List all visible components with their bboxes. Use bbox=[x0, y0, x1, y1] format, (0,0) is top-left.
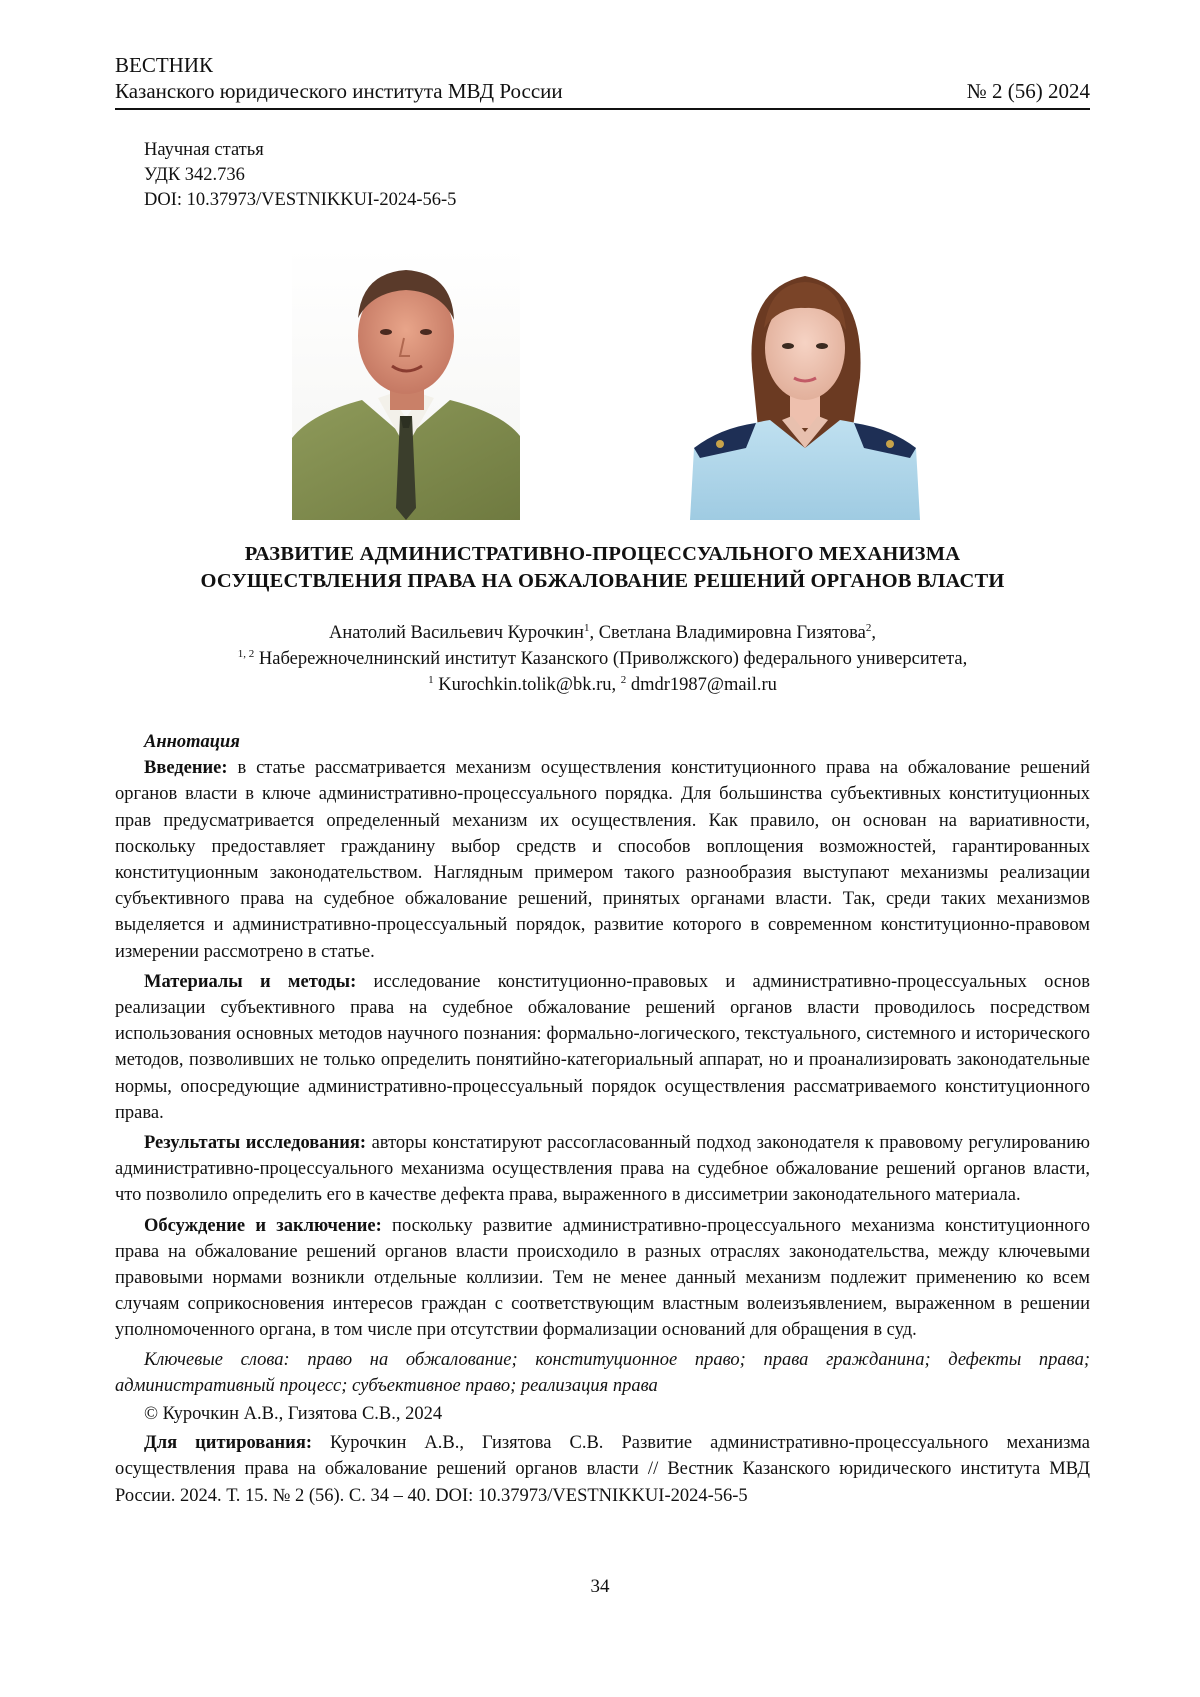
intro-text: в статье рассматривается механизм осуществления конституционного права на обжалование решений органов власти в ключе административно-процессуального порядка. Для большинства субъективных конституционных прав предусматривается определенный механизм их осуществления. Как правило, он основан на вариативности, поскольку предоставляет гражданину выбор средств и способов воплощения возможностей, гарантированных конституционным законодательством. Наглядным примером такого разнообразия выступают механизмы реализации субъективного права на судебное обжалование решений, принятых органами власти. Так, среди таких механизмов выделяется и административно-процессуальный порядок, развитие которого в современном конституционно-правовом измерении рассмотрено в статье. bbox=[115, 758, 1090, 961]
author-names bbox=[115, 620, 1090, 646]
abstract-heading: Аннотация bbox=[115, 729, 1090, 755]
abstract-methods bbox=[115, 969, 1090, 1126]
author-1-sup: 1 bbox=[584, 622, 590, 634]
journal-name-line2: Казанского юридического института МВД России bbox=[115, 78, 563, 104]
email-2[interactable]: dmdr1987@mail.ru bbox=[626, 675, 777, 695]
journal-name-line1: ВЕСТНИК bbox=[115, 52, 1090, 78]
keywords: Ключевые слова: право на обжалование; конституционное право; права гражданина; дефекты права; административный процесс; субъективное право; реализация права bbox=[115, 1347, 1090, 1399]
author-end: , bbox=[871, 623, 876, 643]
abstract-discussion bbox=[115, 1213, 1090, 1344]
email-1-sup: 1 bbox=[428, 674, 434, 686]
title-line-1: РАЗВИТИЕ АДМИНИСТРАТИВНО-ПРОЦЕССУАЛЬНОГО МЕХАНИЗМА bbox=[115, 541, 1090, 568]
affiliation-sup: 1, 2 bbox=[238, 648, 255, 660]
results-text: авторы констатируют рассогласованный подход законодателя к правовому регулированию административно-процессуального механизма осуществления права на судебное обжалование решений органов власти, что позволило определить его в качестве дефекта права, выраженного в диссиметрии законодательного материала. bbox=[115, 1133, 1090, 1205]
doi: DOI: 10.37973/VESTNIKKUI-2024-56-5 bbox=[144, 188, 456, 213]
intro-label: Введение: bbox=[144, 758, 228, 778]
citation bbox=[115, 1430, 1090, 1509]
issue-number: № 2 (56) 2024 bbox=[967, 78, 1090, 104]
udc-code: УДК 342.736 bbox=[144, 163, 456, 188]
abstract-results bbox=[115, 1130, 1090, 1209]
abstract bbox=[115, 729, 1090, 1509]
affiliation-text: Набережночелнинский институт Казанского (Приволжского) федерального университета, bbox=[254, 649, 967, 669]
affiliation bbox=[115, 646, 1090, 672]
email-1[interactable]: Kurochkin.tolik@bk.ru, bbox=[434, 675, 621, 695]
header-divider bbox=[115, 108, 1090, 110]
author-separator: , bbox=[589, 623, 598, 643]
author-photo-1 bbox=[292, 248, 520, 520]
author-2-name: Светлана Владимировна Гизятова bbox=[599, 623, 866, 643]
emails bbox=[115, 672, 1090, 698]
methods-label: Материалы и методы: bbox=[144, 972, 356, 992]
email-2-sup: 2 bbox=[621, 674, 627, 686]
discussion-text: поскольку развитие административно-процессуального механизма конституционного права на обжалование решений органов власти происходило в разных отраслях законодательства, между ключевыми правовыми нормами возникли отдельные коллизии. Тем не менее данный механизм подлежит применению ко всем случаям соприкосновения интересов граждан с соответствующим властным волеизъявлением, выраженном в решении уполномоченного органа, в том числе при отсутствии формализации оснований для обращения в суд. bbox=[115, 1216, 1090, 1341]
cite-label: Для цитирования: bbox=[144, 1433, 312, 1453]
article-title bbox=[115, 541, 1090, 595]
copyright: © Курочкин А.В., Гизятова С.В., 2024 bbox=[115, 1401, 1090, 1427]
cite-text: Курочкин А.В., Гизятова С.В. Развитие административно-процессуального механизма осуществления права на обжалование решений органов власти // Вестник Казанского юридического института МВД России. 2024. Т. 15. № 2 (56). С. 34 – 40. DOI: 10.37973/VESTNIKKUI-2024-56-5 bbox=[115, 1433, 1090, 1505]
article-type: Научная статья bbox=[144, 138, 456, 163]
abstract-introduction bbox=[115, 755, 1090, 965]
journal-header bbox=[115, 52, 1090, 104]
methods-text: исследование конституционно-правовых и административно-процессуальных основ реализации субъективного права на судебное обжалование решений органов власти проводилось посредством использования основных методов научного познания: формально-логического, текстуального, системного и исторического методов, позволивших не только определить понятийно-категориальный аппарат, но и проанализировать законодательные нормы, опосредующие административно-процессуальный порядок осуществления рассматриваемого конституционного права. bbox=[115, 972, 1090, 1123]
article-meta bbox=[144, 138, 456, 213]
page-number: 34 bbox=[0, 1576, 1200, 1598]
results-label: Результаты исследования: bbox=[144, 1133, 366, 1153]
title-line-2: ОСУЩЕСТВЛЕНИЯ ПРАВА НА ОБЖАЛОВАНИЕ РЕШЕНИЙ ОРГАНОВ ВЛАСТИ bbox=[115, 568, 1090, 595]
author-2-sup: 2 bbox=[866, 622, 872, 634]
authors-block bbox=[115, 620, 1090, 698]
author-photos bbox=[0, 248, 1200, 520]
author-photo-2 bbox=[690, 248, 920, 520]
discussion-label: Обсуждение и заключение: bbox=[144, 1216, 382, 1236]
author-1-name: Анатолий Васильевич Курочкин bbox=[329, 623, 584, 643]
